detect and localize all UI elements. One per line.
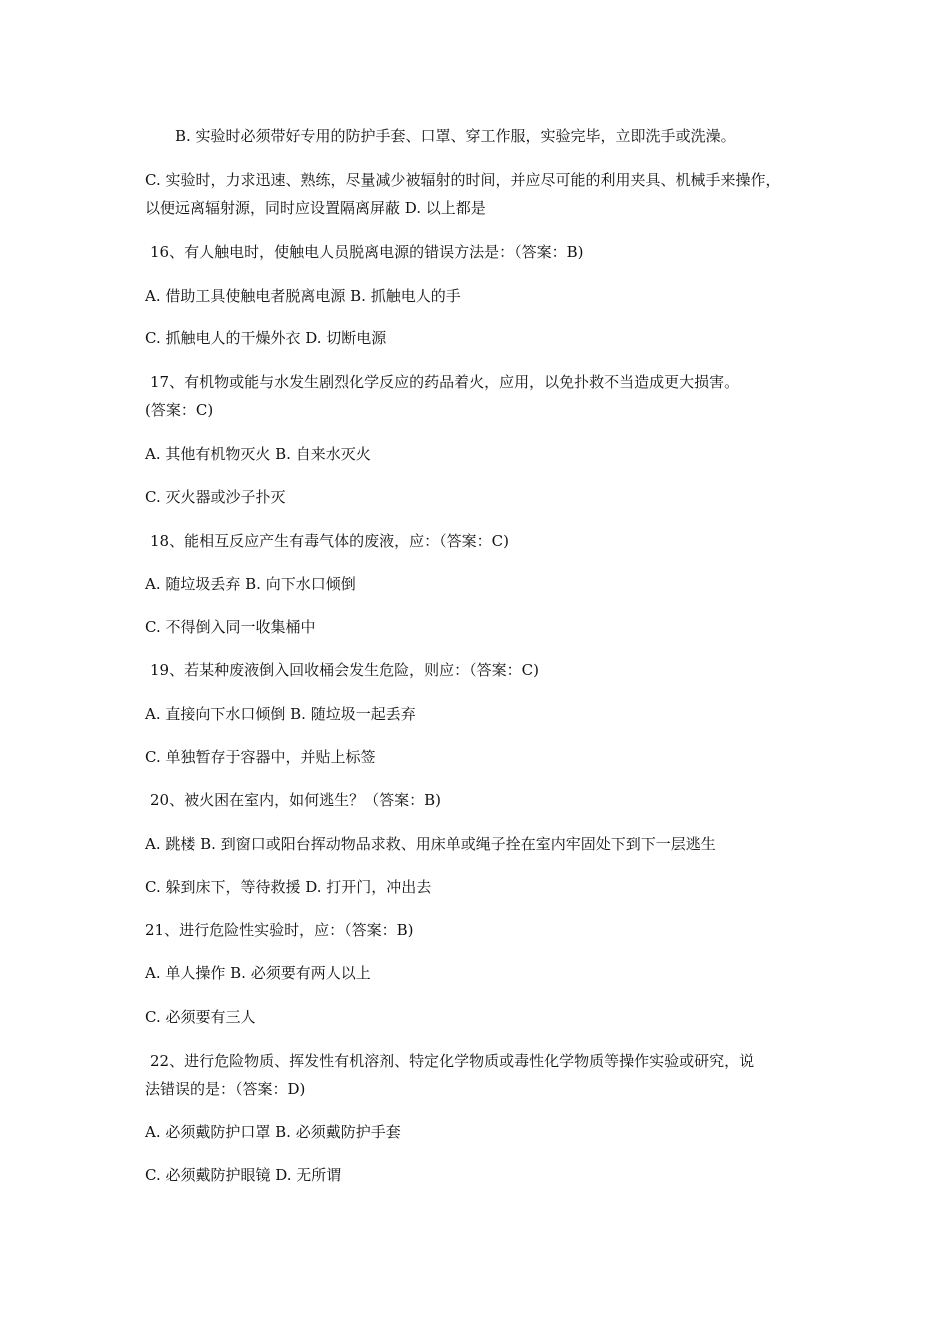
option-b-line: B. 实验时必须带好专用的防护手套、口罩、穿工作服，实验完毕，立即洗手或洗澡。 — [175, 127, 736, 145]
question-21-options-ab: A. 单人操作 B. 必须要有两人以上 — [145, 964, 371, 982]
question-22-continuation: 法错误的是：（答案：D) — [145, 1080, 306, 1098]
question-19-options-ab: A. 直接向下水口倾倒 B. 随垃圾一起丢弃 — [145, 705, 416, 723]
question-22-options-cd: C. 必须戴防护眼镜 D. 无所谓 — [145, 1166, 342, 1184]
question-20: 20、被火困在室内，如何逃生？（答案：B) — [150, 791, 441, 809]
question-16-options-ab: A. 借助工具使触电者脱离电源 B. 抓触电人的手 — [145, 287, 461, 305]
question-17-options-ab: A. 其他有机物灭火 B. 自来水灭火 — [145, 445, 371, 463]
question-20-options-cd: C. 躲到床下，等待救援 D. 打开门，冲出去 — [145, 878, 432, 896]
question-18: 18、能相互反应产生有毒气体的废液，应：（答案：C) — [150, 532, 509, 550]
option-c-continuation: 以便远离辐射源，同时应设置隔离屏蔽 D. 以上都是 — [145, 199, 486, 217]
question-17: 17、有机物或能与水发生剧烈化学反应的药品着火，应用，以免扑救不当造成更大损害。 — [150, 373, 740, 391]
question-17-option-c: C. 灭火器或沙子扑灭 — [145, 488, 286, 506]
option-c-line: C. 实验时，力求迅速、熟练，尽量减少被辐射的时间，并应尽可能的利用夹具、机械手来操作， — [145, 171, 781, 189]
question-18-option-c: C. 不得倒入同一收集桶中 — [145, 618, 316, 636]
question-16: 16、有人触电时，使触电人员脱离电源的错误方法是：（答案：B) — [150, 243, 584, 261]
question-19-option-c: C. 单独暂存于容器中，并贴上标签 — [145, 748, 376, 766]
question-21-option-c: C. 必须要有三人 — [145, 1008, 256, 1026]
question-18-options-ab: A. 随垃圾丢弃 B. 向下水口倾倒 — [145, 575, 356, 593]
question-16-options-cd: C. 抓触电人的干燥外衣 D. 切断电源 — [145, 329, 387, 347]
question-20-options-ab: A. 跳楼 B. 到窗口或阳台挥动物品求救、用床单或绳子拴在室内牢固处下到下一层逃生 — [145, 835, 716, 853]
question-19: 19、若某种废液倒入回收桶会发生危险，则应：（答案：C) — [150, 661, 539, 679]
question-22: 22、进行危险物质、挥发性有机溶剂、特定化学物质或毒性化学物质等操作实验或研究，说 — [150, 1052, 755, 1070]
question-22-options-ab: A. 必须戴防护口罩 B. 必须戴防护手套 — [145, 1123, 401, 1141]
question-21: 21、进行危险性实验时，应：（答案：B) — [145, 921, 414, 939]
question-17-answer: (答案：C) — [145, 401, 214, 419]
